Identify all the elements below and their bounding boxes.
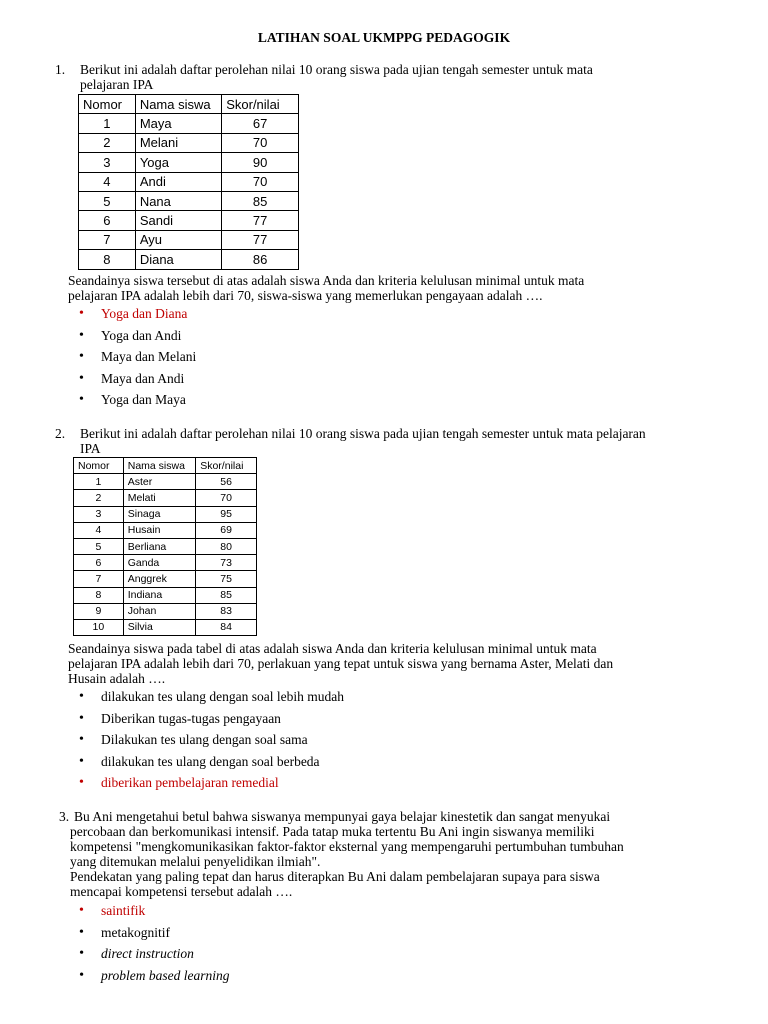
table-header-row <box>74 458 257 474</box>
table-row <box>79 250 299 269</box>
score-table <box>73 457 257 636</box>
question-stem: Seandainya siswa pada tabel di atas adalah siswa Anda dan kriteria kelulusan minimal untuk mata <box>68 641 597 656</box>
cell: 2 <box>79 133 136 152</box>
answer-option[interactable]: • Dilakukan tes ulang dengan soal sama <box>73 732 344 754</box>
answer-option[interactable]: • dilakukan tes ulang dengan soal lebih mudah <box>73 689 344 711</box>
cell: 7 <box>74 571 124 587</box>
cell: 3 <box>74 506 124 522</box>
question-text: yang ditemukan melalui penyelidikan ilmiah". <box>70 854 321 869</box>
answer-option[interactable]: • metakognitif <box>73 925 230 947</box>
cell: 1 <box>74 474 124 490</box>
question-stem: pelajaran IPA adalah lebih dari 70, perlakuan yang tepat untuk siswa yang bernama Aster, Melati dan <box>68 656 614 671</box>
cell: Ganda <box>123 555 195 571</box>
cell: Ayu <box>135 230 221 249</box>
answer-option[interactable]: • Diberikan tugas-tugas pengayaan <box>73 711 344 733</box>
answer-option-correct[interactable]: • saintifik <box>73 903 230 925</box>
question-intro: Berikut ini adalah daftar perolehan nilai 10 orang siswa pada ujian tengah semester untuk mata pelajaran <box>80 426 646 441</box>
column-header: Nomor <box>74 458 124 474</box>
cell: 69 <box>196 522 257 538</box>
question-stem: pelajaran IPA adalah lebih dari 70, siswa-siswa yang memerlukan pengayaan adalah …. <box>68 288 543 303</box>
cell: 80 <box>196 538 257 554</box>
column-header: Nomor <box>79 95 136 114</box>
question-stem: Seandainya siswa tersebut di atas adalah siswa Anda dan kriteria kelulusan minimal untuk mata <box>68 273 585 288</box>
cell: Husain <box>123 522 195 538</box>
cell: 70 <box>222 172 299 191</box>
cell: Melani <box>135 133 221 152</box>
cell: 95 <box>196 506 257 522</box>
cell: 6 <box>79 211 136 230</box>
question-text: kompetensi "mengkomunikasikan faktor-faktor eksternal yang mempengaruhi pertumbuhan tumbuhan <box>70 839 624 854</box>
cell: 67 <box>222 114 299 133</box>
table-row <box>74 506 257 522</box>
cell: 4 <box>79 172 136 191</box>
question-number: 1. <box>55 62 66 77</box>
cell: 4 <box>74 522 124 538</box>
column-header: Skor/nilai <box>222 95 299 114</box>
table-row <box>79 153 299 172</box>
table-row <box>74 490 257 506</box>
question-text: Pendekatan yang paling tepat dan harus diterapkan Bu Ani dalam pembelajaran supaya para siswa <box>70 869 600 884</box>
cell: Anggrek <box>123 571 195 587</box>
cell: 56 <box>196 474 257 490</box>
answer-options <box>73 903 230 989</box>
answer-options <box>73 306 196 414</box>
answer-option[interactable]: • Yoga dan Maya <box>73 392 196 414</box>
answer-option[interactable]: • Maya dan Andi <box>73 371 196 393</box>
cell: 2 <box>74 490 124 506</box>
question-number: 2. <box>55 426 66 441</box>
cell: 1 <box>79 114 136 133</box>
cell: 8 <box>74 587 124 603</box>
answer-option[interactable]: • problem based learning <box>73 968 230 990</box>
cell: 90 <box>222 153 299 172</box>
cell: 73 <box>196 555 257 571</box>
cell: 85 <box>196 587 257 603</box>
answer-option[interactable]: • Maya dan Melani <box>73 349 196 371</box>
cell: Yoga <box>135 153 221 172</box>
answer-options <box>73 689 344 797</box>
question-intro: Berikut ini adalah daftar perolehan nilai 10 orang siswa pada ujian tengah semester untuk mata <box>80 62 593 77</box>
answer-option[interactable]: • Yoga dan Andi <box>73 328 196 350</box>
cell: Silvia <box>123 619 195 635</box>
table-row <box>74 522 257 538</box>
question-stem: Husain adalah …. <box>68 671 166 686</box>
cell: Johan <box>123 603 195 619</box>
table-row <box>74 474 257 490</box>
column-header: Nama siswa <box>123 458 195 474</box>
cell: 84 <box>196 619 257 635</box>
table-row <box>74 538 257 554</box>
page-title: LATIHAN SOAL UKMPPG PEDAGOGIK <box>257 30 511 45</box>
table-row <box>74 587 257 603</box>
answer-option-correct[interactable]: • Yoga dan Diana <box>73 306 196 328</box>
cell: 9 <box>74 603 124 619</box>
cell: 85 <box>222 191 299 210</box>
question-text: mencapai kompetensi tersebut adalah …. <box>70 884 293 899</box>
cell: Aster <box>123 474 195 490</box>
cell: 3 <box>79 153 136 172</box>
cell: 70 <box>196 490 257 506</box>
table-row <box>74 619 257 635</box>
cell: 86 <box>222 250 299 269</box>
table-row <box>74 603 257 619</box>
cell: Andi <box>135 172 221 191</box>
cell: 6 <box>74 555 124 571</box>
cell: Berliana <box>123 538 195 554</box>
question-text: percobaan dan berkomunikasi intensif. Pada tatap muka tertentu Bu Ani ingin siswanya memiliki <box>70 824 595 839</box>
question-number: 3. <box>59 809 70 824</box>
cell: 7 <box>79 230 136 249</box>
cell: Melati <box>123 490 195 506</box>
column-header: Skor/nilai <box>196 458 257 474</box>
cell: 77 <box>222 211 299 230</box>
cell: Indiana <box>123 587 195 603</box>
table-row <box>79 230 299 249</box>
table-row <box>74 555 257 571</box>
cell: Diana <box>135 250 221 269</box>
score-table <box>78 94 299 270</box>
cell: 5 <box>79 191 136 210</box>
answer-option-correct[interactable]: • diberikan pembelajaran remedial <box>73 775 344 797</box>
question-text: Bu Ani mengetahui betul bahwa siswanya mempunyai gaya belajar kinestetik dan sangat menyukai <box>74 809 611 824</box>
question-intro: pelajaran IPA <box>80 77 154 92</box>
table-row <box>79 133 299 152</box>
cell: 75 <box>196 571 257 587</box>
answer-option[interactable]: • dilakukan tes ulang dengan soal berbeda <box>73 754 344 776</box>
cell: 77 <box>222 230 299 249</box>
table-row <box>79 191 299 210</box>
cell: Nana <box>135 191 221 210</box>
cell: Sinaga <box>123 506 195 522</box>
table-header-row <box>79 95 299 114</box>
cell: 10 <box>74 619 124 635</box>
table-row <box>79 114 299 133</box>
answer-option[interactable]: • direct instruction <box>73 946 230 968</box>
cell: Sandi <box>135 211 221 230</box>
table-row <box>74 571 257 587</box>
question-intro: IPA <box>80 441 101 456</box>
cell: Maya <box>135 114 221 133</box>
table-row <box>79 172 299 191</box>
cell: 5 <box>74 538 124 554</box>
column-header: Nama siswa <box>135 95 221 114</box>
cell: 70 <box>222 133 299 152</box>
table-row <box>79 211 299 230</box>
cell: 83 <box>196 603 257 619</box>
cell: 8 <box>79 250 136 269</box>
